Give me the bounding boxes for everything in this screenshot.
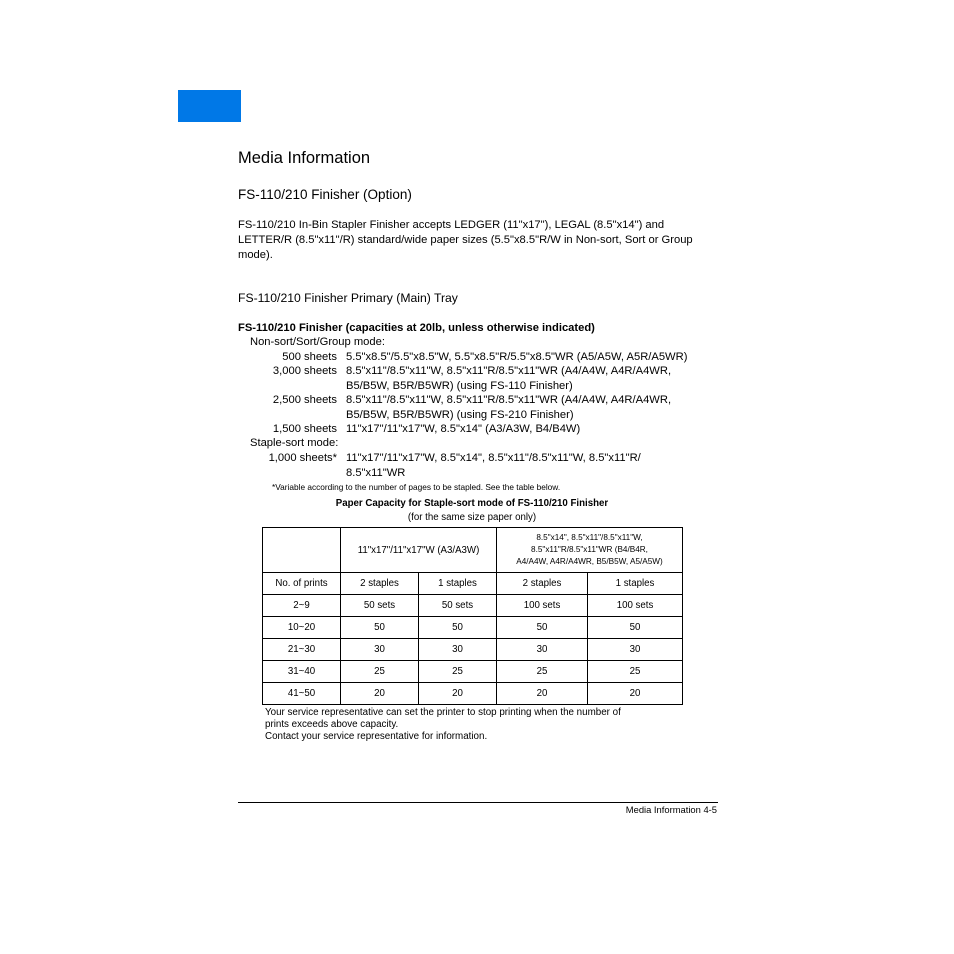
capacity-qty: 2,500 sheets: [272, 394, 337, 406]
group-header-line: 8.5"x14", 8.5"x11"/8.5"x11"W,: [536, 533, 643, 542]
note-line: Your service representative can set the printer to stop printing when the number of: [265, 707, 621, 718]
footer-rule: [238, 802, 718, 803]
intro-paragraph: FS-110/210 In-Bin Stapler Finisher accepts LEDGER (11"x17"), LEGAL (8.5"x14") and LETTER/R (8.5"x11"/R) standard/wide paper sizes (5.5"x8.5"R/W in Non-sort, Sort or Group mode).: [238, 219, 693, 261]
capacity-entry: [272, 422, 581, 437]
section-title: Media Information: [238, 149, 371, 167]
capacity-title: FS-110/210 Finisher (capacities at 20lb, unless otherwise indicated): [238, 322, 595, 334]
staple-mode-label: Staple-sort mode:: [250, 437, 339, 449]
group-header-line: A4/A4W, A4R/A4WR, B5/B5W, A5/A5W): [516, 557, 663, 566]
table-cell: 20: [497, 683, 588, 705]
group-header-line: 8.5"x11"R/8.5"x11"WR (B4/B4R,: [531, 545, 648, 554]
table-cell: 50: [497, 617, 588, 639]
column-header: No. of prints: [263, 573, 341, 595]
tray-title: FS-110/210 Finisher Primary (Main) Tray: [238, 291, 458, 305]
capacity-entry: [282, 350, 688, 365]
table-cell: 30: [419, 639, 497, 661]
table-cell: 50: [588, 617, 683, 639]
capacity-qty: 1,500 sheets: [272, 423, 337, 435]
capacity-sizes: 11"x17"/11"x17"W, 8.5"x14" (A3/A3W, B4/B4W): [346, 423, 581, 435]
table-cell: 100 sets: [497, 595, 588, 617]
subsection-title: FS-110/210 Finisher (Option): [238, 187, 412, 202]
group-header-letter: [497, 528, 683, 573]
capacity-sizes: 11"x17"/11"x17"W, 8.5"x14", 8.5"x11"/8.5"x11"W, 8.5"x11"R/: [346, 452, 641, 464]
table-cell: 30: [588, 639, 683, 661]
page-footer: Media Information 4-5: [625, 804, 717, 815]
capacity-sizes-cont: B5/B5W, B5R/B5WR) (using FS-210 Finisher): [346, 408, 574, 421]
table-cell: 30: [341, 639, 419, 661]
capacity-sizes: 5.5"x8.5"/5.5"x8.5"W, 5.5"x8.5"R/5.5"x8.5"WR (A5/A5W, A5R/A5WR): [346, 351, 688, 363]
table-cell: 25: [588, 661, 683, 683]
nonsort-mode-label: Non-sort/Sort/Group mode:: [250, 336, 385, 348]
table-row: [263, 683, 683, 705]
table-row: [263, 661, 683, 683]
capacity-qty: 3,000 sheets: [272, 365, 337, 377]
column-header: 1 staples: [419, 573, 497, 595]
table-cell: 10~20: [263, 617, 341, 639]
table-subtitle: (for the same size paper only): [407, 512, 537, 523]
footnote: *Variable according to the number of pages to be stapled. See the table below.: [272, 482, 561, 492]
capacity-table: [262, 527, 683, 705]
table-cell: 25: [419, 661, 497, 683]
table-cell: 31~40: [263, 661, 341, 683]
capacity-sizes-cont: B5/B5W, B5R/B5WR) (using FS-110 Finisher): [346, 379, 573, 392]
table-cell: 20: [341, 683, 419, 705]
table-cell: 21~30: [263, 639, 341, 661]
table-cell: 100 sets: [588, 595, 683, 617]
table-cell: 30: [497, 639, 588, 661]
table-row: [263, 595, 683, 617]
note-line: prints exceeds above capacity.: [265, 719, 399, 730]
note-line: Contact your service representative for information.: [265, 731, 488, 742]
capacity-sizes: 8.5"x11"/8.5"x11"W, 8.5"x11"R/8.5"x11"WR (A4/A4W, A4R/A4WR,: [346, 365, 672, 377]
table-cell: 2~9: [263, 595, 341, 617]
capacity-entry: [272, 393, 672, 422]
group-header-a3: 11"x17"/11"x17"W (A3/A3W): [341, 528, 497, 573]
capacity-qty: 500 sheets: [282, 351, 337, 363]
table-cell: 50: [341, 617, 419, 639]
table-title: Paper Capacity for Staple-sort mode of FS-110/210 Finisher: [335, 498, 609, 509]
table-cell: 20: [588, 683, 683, 705]
capacity-entry: [268, 451, 641, 480]
table-cell: 20: [419, 683, 497, 705]
capacity-sizes: 8.5"x11"/8.5"x11"W, 8.5"x11"R/8.5"x11"WR (A4/A4W, A4R/A4WR,: [346, 394, 672, 406]
capacity-sizes-cont: 8.5"x11"WR: [346, 466, 406, 479]
column-header: 1 staples: [588, 573, 683, 595]
table-row: [263, 617, 683, 639]
chapter-tab-marker: [178, 90, 241, 122]
table-cell: 25: [341, 661, 419, 683]
table-cell: 50: [419, 617, 497, 639]
column-header: 2 staples: [497, 573, 588, 595]
capacity-qty: 1,000 sheets*: [268, 452, 337, 464]
column-header: 2 staples: [341, 573, 419, 595]
table-cell: 50 sets: [419, 595, 497, 617]
table-header-row: [263, 573, 683, 595]
capacity-entry: [272, 364, 672, 393]
after-table-note: [265, 707, 685, 743]
table-group-header-row: [263, 528, 683, 573]
table-corner-cell: [263, 528, 341, 573]
table-cell: 25: [497, 661, 588, 683]
table-cell: 50 sets: [341, 595, 419, 617]
table-row: [263, 639, 683, 661]
table-cell: 41~50: [263, 683, 341, 705]
